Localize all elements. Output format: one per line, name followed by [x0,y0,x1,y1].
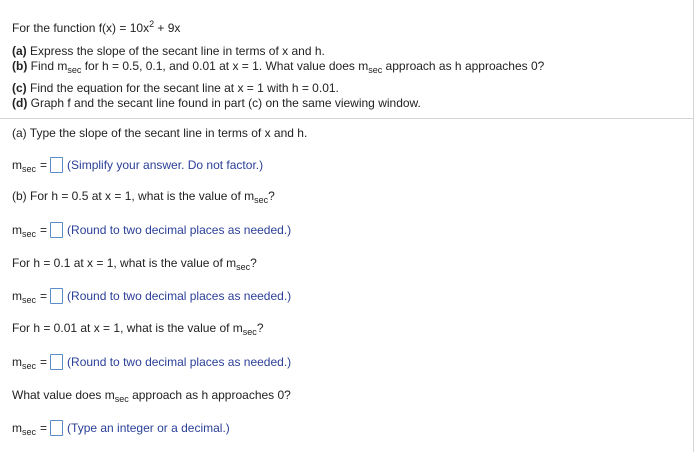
answer-b-hint: (Round to two decimal places as needed.) [67,223,292,237]
part-b-text-3: approach as h approaches 0? [382,59,545,73]
question-h001-prompt: For h = 0.01 at x = 1, what is the value of $m_{sec}$? [12,321,264,337]
answer-b-input[interactable] [50,222,63,238]
question-h01-prompt: For h = 0.1 at x = 1, what is the value of $m_{sec}$? [12,256,257,272]
answer-limit-line [12,418,230,438]
question-h01-text: For h = 0.1 at x = 1, what is the value of m [12,256,237,270]
part-b-sub-2: sec [368,65,383,75]
part-c-text: Find the equation for the secant line at x = 1 with h = 0.01. [26,81,339,95]
function-prefix: For the function f(x) = 10x [12,21,150,35]
question-b-prompt: (b) For h = 0.5 at x = 1, what is the value of $m_{sec}$? [12,189,275,205]
part-d-instruction [12,96,421,110]
answer-limit-input[interactable] [50,420,63,436]
part-c-label: (c) [12,81,27,95]
equals-sign: = [40,289,48,303]
answer-b-line [12,220,291,240]
answer-h01-line [12,286,291,306]
function-suffix: + 9x [154,21,181,35]
question-a-text: (a) Type the slope of the secant line in terms of x and h. [12,126,308,140]
question-h001-sub: sec [242,327,257,337]
question-b-text: (b) For h = 0.5 at x = 1, what is the value of m [12,189,255,203]
question-limit-suffix: approach as h approaches 0? [128,388,291,402]
msec-label: $m_{sec}$ [12,158,37,174]
equals-sign: = [40,158,48,172]
question-h01-sub: sec [236,262,251,272]
equals-sign: = [40,421,48,435]
msec-label: $m_{sec}$ [12,421,37,437]
answer-a-input[interactable] [50,157,63,173]
msec-label: $m_{sec}$ [12,289,37,305]
answer-h001-line [12,352,291,372]
answer-h01-input[interactable] [50,288,63,304]
question-b-sub: sec [254,195,269,205]
part-a-instruction [12,44,325,58]
question-limit-sub: sec [114,394,129,404]
question-h001-text: For h = 0.01 at x = 1, what is the value of m [12,321,243,335]
function-statement [12,21,180,35]
function-exponent: 2 [149,19,155,29]
part-d-label: (d) [12,96,28,110]
equals-sign: = [40,355,48,369]
header-divider [0,118,694,119]
part-b-text-2: for h = 0.5, 0.1, and 0.01 at x = 1. What value does m [81,59,369,73]
msec-label: $m_{sec}$ [12,355,37,371]
part-b-instruction [12,59,544,73]
answer-a-hint: (Simplify your answer. Do not factor.) [67,158,264,172]
answer-h01-hint: (Round to two decimal places as needed.) [67,289,292,303]
part-c-instruction [12,81,339,95]
part-b-text-1: Find m [27,59,68,73]
answer-a-line [12,155,263,175]
part-b-sub-1: sec [67,65,82,75]
part-b-label: (b) [12,59,28,73]
question-a-prompt [12,126,307,140]
part-a-label: (a) [12,44,27,58]
question-limit-prompt [12,388,291,402]
answer-h001-input[interactable] [50,354,63,370]
answer-limit-hint: (Type an integer or a decimal.) [67,421,230,435]
answer-h001-hint: (Round to two decimal places as needed.) [67,355,292,369]
part-a-text: Express the slope of the secant line in terms of x and h. [26,44,325,58]
part-d-text: Graph f and the secant line found in part (c) on the same viewing window. [27,96,421,110]
equals-sign: = [40,223,48,237]
msec-label: $m_{sec}$ [12,223,37,239]
question-limit-text: What value does m [12,388,115,402]
